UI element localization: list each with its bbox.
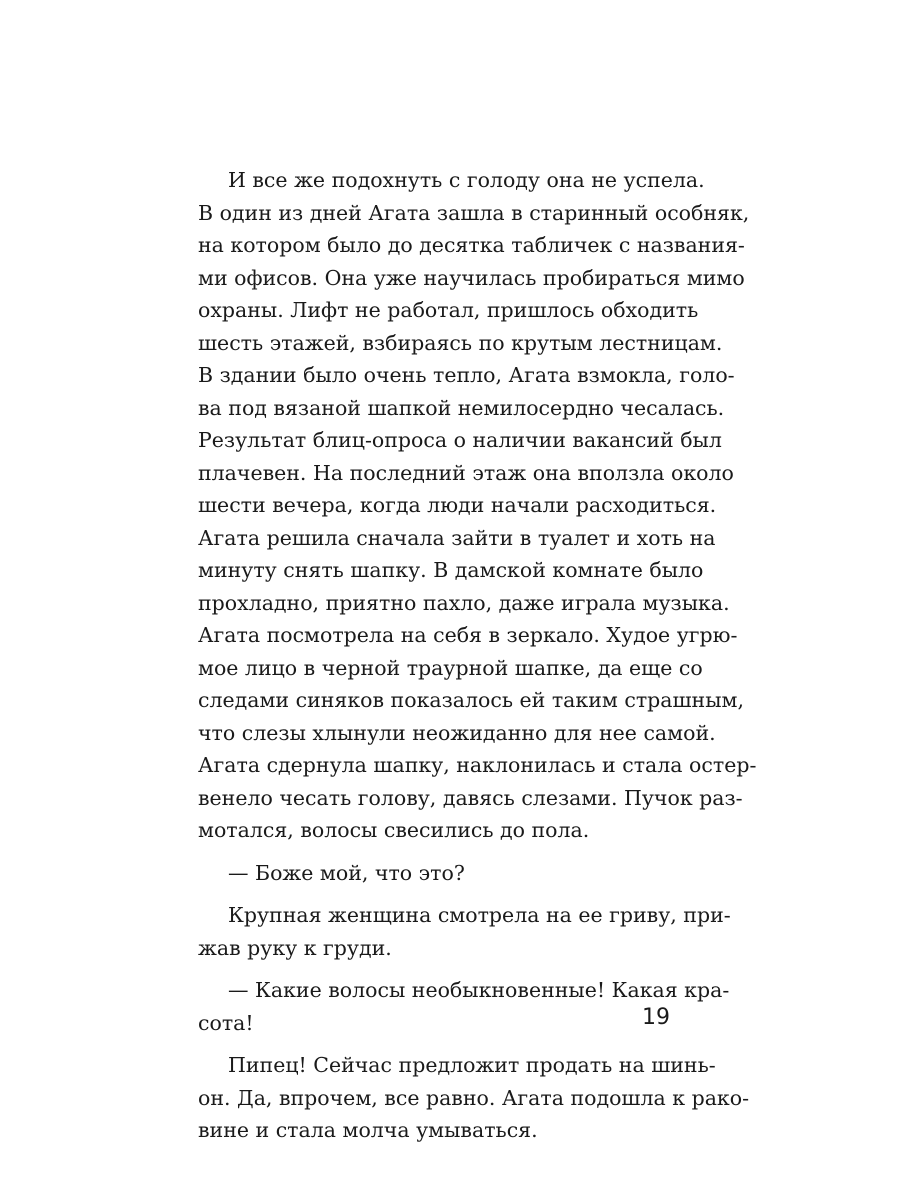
text-line: венело чесать голову, давясь слезами. Пучок раз- xyxy=(198,785,743,810)
text-line: плачевен. На последний этаж она вползла около xyxy=(198,460,734,485)
text-line: Крупная женщина смотрела на ее гриву, при- xyxy=(228,903,731,927)
text-line: Пипец! Сейчас предложит продать на шинь- xyxy=(228,1053,716,1077)
text-line: охраны. Лифт не работал, пришлось обходить xyxy=(198,298,699,322)
text-line: — Какие волосы необыкновенные! Какая кра- xyxy=(228,978,730,1002)
paragraph xyxy=(198,164,757,847)
text-line: вине и стала молча умываться. xyxy=(198,1118,538,1142)
text-line: И все же подохнуть с голоду она не успела. xyxy=(228,168,705,192)
page-number: 19 xyxy=(642,1005,670,1030)
text-line: прохладно, приятно пахло, даже играла музыка. xyxy=(198,590,730,615)
text-line: ва под вязаной шапкой немилосердно чесалась. xyxy=(198,395,725,420)
text-line: шести вечера, когда люди начали расходиться. xyxy=(198,493,717,517)
paragraph-gap xyxy=(198,889,670,899)
text-line: Результат блиц-опроса о наличии вакансий был xyxy=(198,428,722,452)
text-line: Агата посмотрела на себя в зеркало. Худое угрю- xyxy=(198,623,738,647)
text-line: он. Да, впрочем, все равно. Агата подошла к рако- xyxy=(198,1085,749,1110)
paragraph xyxy=(198,857,670,890)
text-line: В здании было очень тепло, Агата взмокла, голо- xyxy=(198,363,735,387)
paragraph xyxy=(198,899,731,964)
text-line: мотался, волосы свесились до пола. xyxy=(198,818,590,842)
text-line: В один из дней Агата зашла в старинный особняк, xyxy=(198,200,750,225)
paragraph-gap xyxy=(198,1039,670,1049)
paragraph-gap xyxy=(198,964,670,974)
text-line: минуту снять шапку. В дамской комнате было xyxy=(198,558,704,582)
text-line: мое лицо в черной траурной шапке, да еще со xyxy=(198,655,703,680)
text-line: шесть этажей, взбираясь по крутым лестницам. xyxy=(198,330,723,355)
text-line: жав руку к груди. xyxy=(198,935,392,960)
text-line: сота! xyxy=(198,1010,254,1035)
text-line: следами синяков показалось ей таким страшным, xyxy=(198,688,745,712)
paragraph-gap xyxy=(198,847,670,857)
text-line: Агата решила сначала зайти в туалет и хоть на xyxy=(198,525,716,550)
paragraph xyxy=(198,974,730,1039)
text-line: на котором было до десятка табличек с названия- xyxy=(198,233,745,257)
text-line: что слезы хлынули неожиданно для нее самой. xyxy=(198,720,716,745)
text-line: ми офисов. Она уже научилась пробираться мимо xyxy=(198,265,745,290)
body-text xyxy=(198,164,757,1147)
paragraph xyxy=(198,1049,749,1147)
text-line: Агата сдернула шапку, наклонилась и стала остер- xyxy=(198,753,757,777)
text-line: — Боже мой, что это? xyxy=(228,860,465,885)
